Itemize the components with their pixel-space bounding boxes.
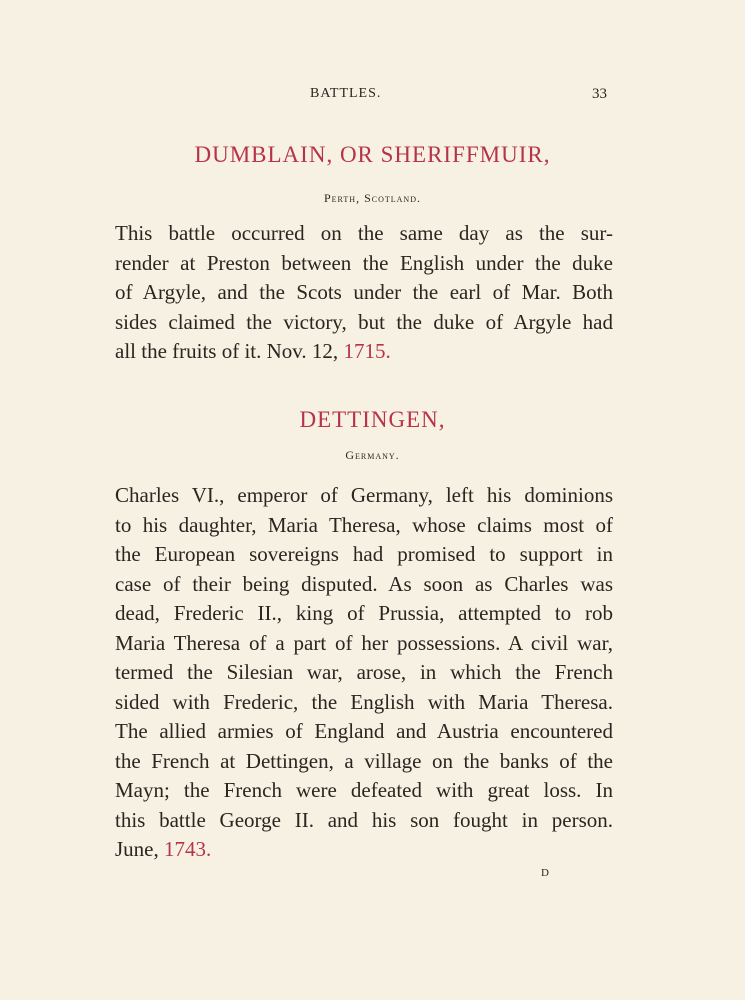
text-line: Maria Theresa of a part of her possessions. A civil war, — [115, 630, 613, 655]
signature-mark: D — [541, 867, 549, 879]
text-line: dead, Frederic II., king of Prussia, attempted to rob — [115, 601, 613, 625]
text-line: render at Preston between the English under the duke — [115, 250, 613, 275]
text-line: Charles VI., emperor of Germany, left his dominions — [115, 483, 613, 507]
text-line: the European sovereigns had promised to support in — [115, 542, 613, 566]
section-title-dettingen: DETTINGEN, — [299, 407, 446, 432]
text-line: this battle George II. and his son fought in person. — [115, 807, 613, 832]
text-line: termed the Silesian war, arose, in which the French — [115, 660, 613, 684]
battle-year: 1715. — [343, 339, 391, 363]
text-line: This battle occurred on the same day as the sur- — [115, 221, 613, 245]
text-line: sides claimed the victory, but the duke of Argyle had — [115, 309, 613, 334]
section-title-dumblain: DUMBLAIN, OR SHERIFFMUIR, — [194, 142, 551, 167]
text-line: to his daughter, Maria Theresa, whose claims most of — [115, 512, 613, 537]
text-line: Mayn; the French were defeated with great loss. In — [115, 778, 613, 802]
text-line: June, — [115, 837, 159, 861]
battle-year: 1743. — [164, 837, 212, 861]
page-number: 33 — [592, 86, 607, 102]
text-line-final — [115, 337, 613, 367]
paragraph-dumblain — [115, 219, 613, 367]
text-line: sided with Frederic, the English with Maria Theresa. — [115, 689, 613, 714]
text-line-final — [115, 835, 613, 865]
section-location-dumblain: Perth, Scotland. — [324, 191, 421, 205]
text-line: The allied armies of England and Austria encountered — [115, 719, 613, 743]
running-head — [0, 86, 745, 106]
text-line: all the fruits of it. Nov. 12, — [115, 339, 339, 363]
running-head-title: BATTLES. — [310, 86, 382, 101]
text-line: the French at Dettingen, a village on the banks of the — [115, 748, 613, 773]
paragraph-dettingen — [115, 481, 613, 865]
text-line: case of their being disputed. As soon as Charles was — [115, 571, 613, 596]
section-location-dettingen: Germany. — [345, 448, 400, 462]
text-line: of Argyle, and the Scots under the earl of Mar. Both — [115, 280, 613, 304]
